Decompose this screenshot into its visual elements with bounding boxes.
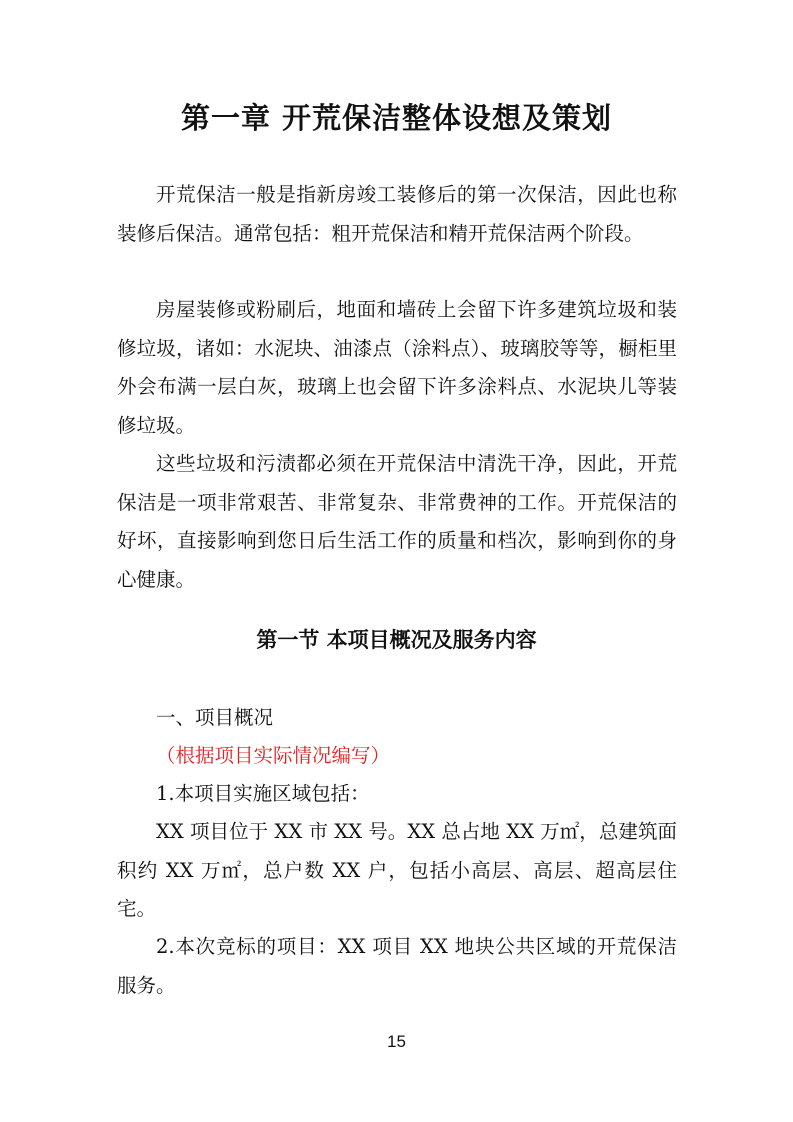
intro-paragraph-1: 开荒保洁一般是指新房竣工装修后的第一次保洁，因此也称装修后保洁。通常包括：粗开荒保洁和精开荒保洁两个阶段。 [117,183,677,245]
item-1-body: XX 项目位于 XX 市 XX 号。XX 总占地 XX 万㎡，总建筑面积约 XX 万㎡，总户数 XX 户，包括小高层、高层、超高层住宅。 [117,820,677,920]
section-title: 第一节 本项目概况及服务内容 [256,628,537,652]
item-1-heading: 1.本项目实施区域包括： [156,782,370,805]
intro-paragraph-3: 这些垃圾和污渍都必须在开荒保洁中清洗干净，因此，开荒保洁是一项非常艰苦、非常复杂、非常费神的工作。开荒保洁的好坏，直接影响到您日后生活工作的质量和档次，影响到你的身心健康。 [117,452,677,591]
item-2-body: 2.本次竞标的项目：XX 项目 XX 地块公共区域的开荒保洁服务。 [117,935,677,997]
page-number: 15 [387,1032,406,1051]
intro-paragraph-2: 房屋装修或粉刷后，地面和墙砖上会留下许多建筑垃圾和装修垃圾，诸如：水泥块、油漆点（涂料点）、玻璃胶等等，橱柜里外会布满一层白灰，玻璃上也会留下许多涂料点、水泥块儿等装修垃圾。 [117,298,677,437]
project-overview-heading: 一、项目概况 [156,706,274,729]
chapter-title: 第一章 开荒保洁整体设想及策划 [180,101,613,135]
editing-note: （根据项目实际情况编写） [156,744,391,767]
